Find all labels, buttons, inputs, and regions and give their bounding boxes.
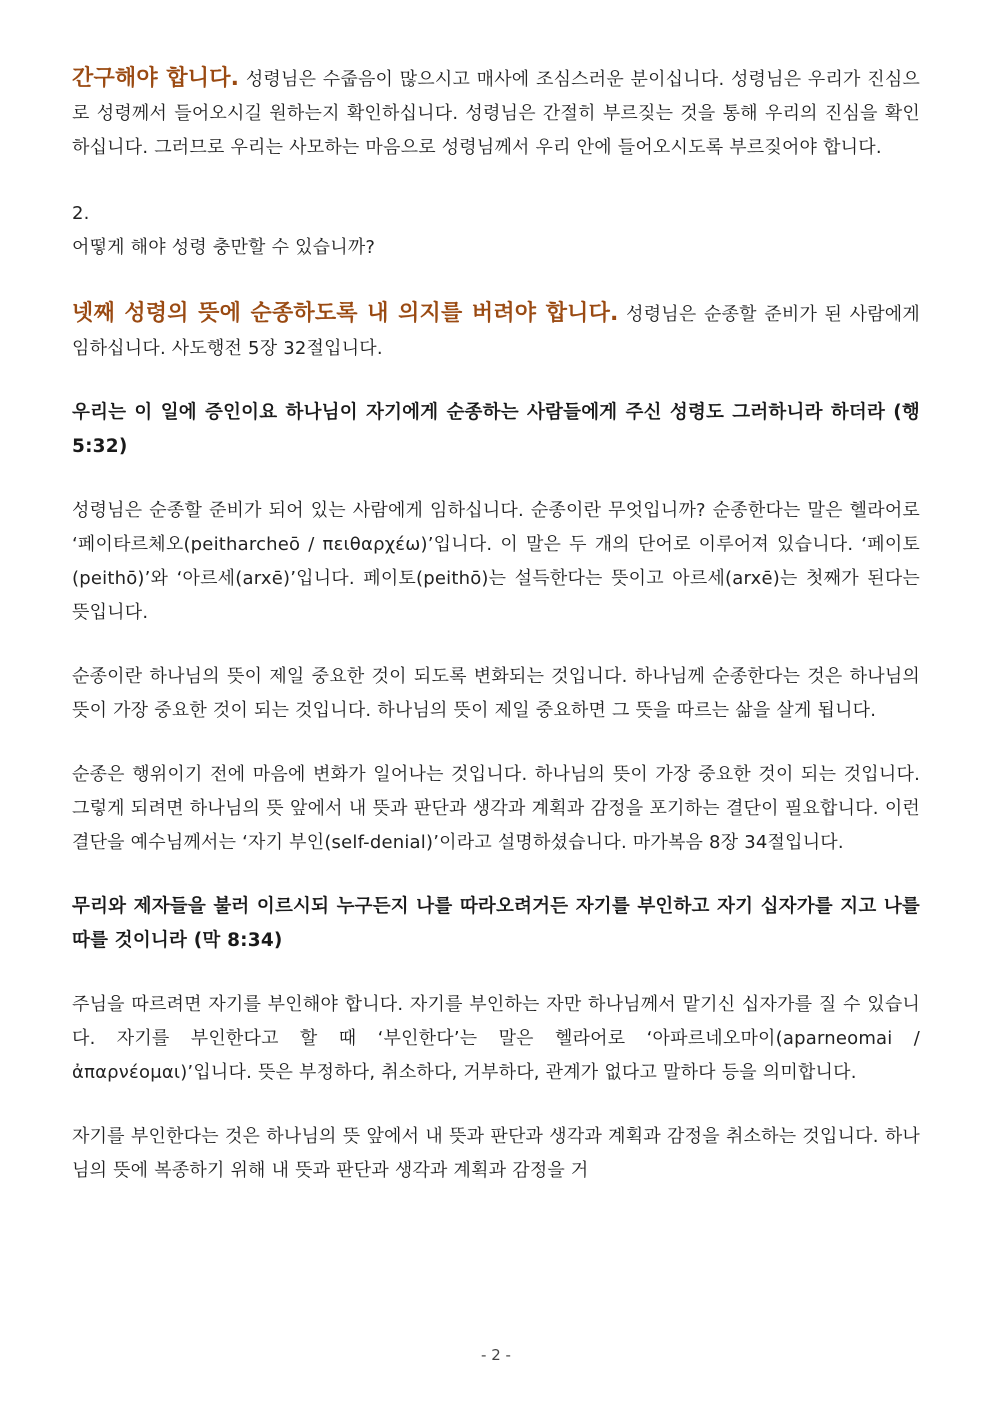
spacer [72,366,920,396]
document-body [72,62,920,1188]
spacer [72,165,920,197]
paragraph-text: 성령님은 수줍음이 많으시고 매사에 조심스러운 분이십니다. 성령님은 우리가 진심으로 성령께서 들어오시길 원하는지 확인하십니다. 성령님은 간절히 부르짖는 것을 통해 우리의 진심을 확인하십니다. 그러므로 우리는 사모하는 마음으로 성령님께서 우리 안에 들어오시도록 부르짖어야 합니다. [72,69,920,158]
paragraph-deny-self: 주님을 따르려면 자기를 부인해야 합니다. 자기를 부인하는 자만 하나님께서 맡기신 십자가를 질 수 있습니다. 자기를 부인한다고 할 때 ‘부인한다’는 말은 헬라어로 ‘아파르네오마이(aparneomai / ἀπαρνέομαι)’입니다. 뜻은 부정하다, 취소하다, 거부하다, 관계가 없다고 말하다 등을 의미합니다. [72,994,920,1083]
paragraph-obedience-meaning: 성령님은 순종할 준비가 되어 있는 사람에게 임하십니다. 순종이란 무엇입니까? 순종한다는 말은 헬라어로 ‘페이타르체오(peitharcheō / πειθαρχέω)’입니다. 이 말은 두 개의 단어로 이루어져 있습니다. ‘페이토(peithō)’와 ‘아르세(arxē)’입니다. 페이토(peithō)는 설득한다는 뜻이고 아르세(arxē)는 첫째가 된다는 뜻입니다. [72,500,920,623]
paragraph-cancel-will: 자기를 부인한다는 것은 하나님의 뜻 앞에서 내 뜻과 판단과 생각과 계획과 감정을 취소하는 것입니다. 하나님의 뜻에 복종하기 위해 내 뜻과 판단과 생각과 계획과 감정을 거 [72,1126,920,1181]
paragraph-self-denial: 순종은 행위이기 전에 마음에 변화가 일어나는 것입니다. 하나님의 뜻이 가장 중요한 것이 되는 것입니다. 그렇게 되려면 하나님의 뜻 앞에서 내 뜻과 판단과 생각과 계획과 감정을 포기하는 결단이 필요합니다. 이런 결단을 예수님께서는 ‘자기 부인(self-denial)’이라고 설명하셨습니다. 마가복음 8장 34절입니다. [72,764,920,853]
spacer [72,860,920,890]
scripture-verse-acts: 우리는 이 일에 증인이요 하나님이 자기에게 순종하는 사람들에게 주신 성령도 그러하니라 하더라 (행 5:32) [72,402,920,457]
paragraph-lead-heading: 넷째 성령의 뜻에 순종하도록 내 의지를 버려야 합니다. [72,301,619,326]
paragraph-fourth-point [72,297,920,366]
spacer [72,728,920,758]
scripture-verse-mark: 무리와 제자들을 불러 이르시되 누구든지 나를 따라오려거든 자기를 부인하고 자기 십자가를 지고 나를 따를 것이니라 (막 8:34) [72,896,920,951]
paragraph-obedience-change: 순종이란 하나님의 뜻이 제일 중요한 것이 되도록 변화되는 것입니다. 하나님께 순종한다는 것은 하나님의 뜻이 가장 중요한 것이 되는 것입니다. 하나님의 뜻이 제일 중요하면 그 뜻을 따르는 삶을 살게 됩니다. [72,666,920,721]
page-number: - 2 - [481,1346,511,1364]
spacer [72,958,920,988]
paragraph-prayer [72,62,920,165]
spacer [72,265,920,297]
spacer [72,630,920,660]
spacer [72,1090,920,1120]
section-number: 2. [72,203,90,224]
section-question: 어떻게 해야 성령 충만할 수 있습니까? [72,237,376,258]
spacer [72,464,920,494]
paragraph-lead-heading: 간구해야 합니다. [72,66,240,91]
paragraph-text: 성령님은 순종할 준비가 된 사람에게 임하십니다. 사도행전 5장 32절입니다. [72,304,920,359]
